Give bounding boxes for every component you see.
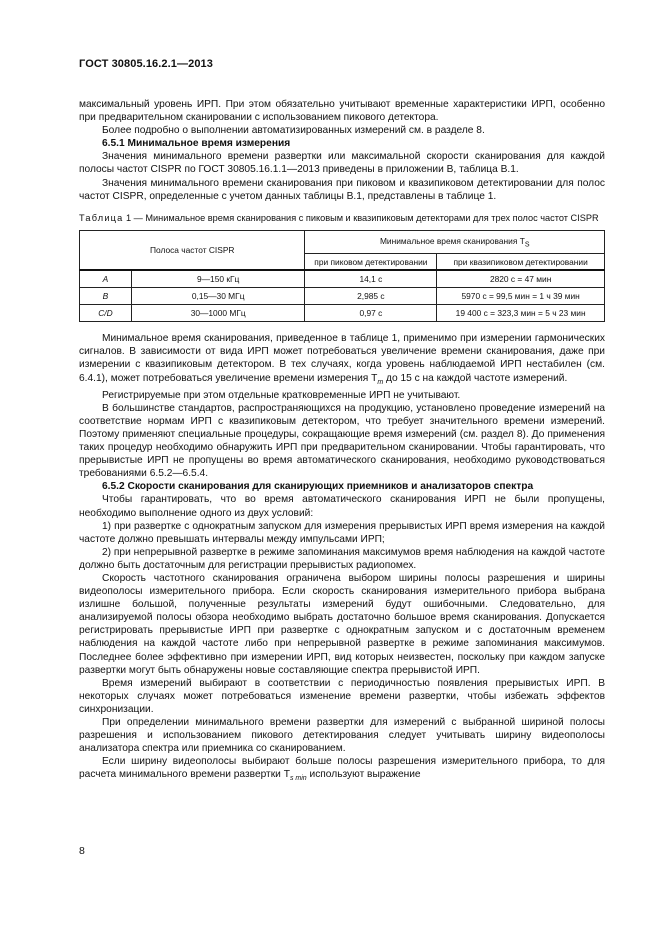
paragraph-text: Минимальное время сканирования, приведенное в таблице 1, применимо при измерении гармонических сигналов. В зависимости от вида ИРП может потребоваться увеличение времени сканирования, даже при измерении с квазипиковым детектором. В тех случаях, когда уровень наблюдаемой ИРП нестабилен (см. 6.4.1), может потребоваться увеличение времени измерения T: [79, 333, 605, 384]
table-cell-band: B: [80, 288, 132, 305]
page-number: 8: [79, 845, 85, 857]
paragraph: максимальный уровень ИРП. При этом обязательно учитывают временные характеристики ИРП, особенно при предварительном сканировании с использованием пикового детектора.: [79, 99, 605, 124]
subscript: m: [377, 378, 384, 386]
paragraph: Чтобы гарантировать, что во время автоматического сканирования ИРП не были пропущены, необходимо выполнение одного из двух условий:: [79, 494, 605, 519]
document-page: [79, 58, 605, 786]
table-header-band: Полоса частот CISPR: [80, 231, 305, 271]
paragraph-text: до 15 с на каждой частоте измерений.: [383, 372, 568, 384]
paragraph: [79, 755, 605, 785]
paragraph: При определении минимального времени развертки для измерений с выбранной шириной полосы разрешения и использованием пикового детектирования следует учитывать ширину видеополосы анализатора спектра или приемника со сканированием.: [79, 717, 605, 755]
table-cell-range: 0,15—30 МГц: [131, 288, 305, 305]
subscript: s min: [289, 775, 307, 783]
table-caption: [79, 213, 605, 225]
table-cell-qp: 2820 с = 47 мин: [437, 270, 605, 288]
table-cell-range: 9—150 кГц: [131, 270, 305, 288]
paragraph: Скорость частотного сканирования ограничена выбором ширины полосы разрешения и ширины видеополосы измерительного прибора. Если скорость сканирования измерительного прибора выбрана излишне большой, полученные результаты измерений будут ошибочными. Следовательно, для анализируемой полосы обзора необходимо выбрать достаточно большое время сканирования. Допускается регистрировать прерывистые ИРП при развертке с однократным запуском и с достаточным временем наблюдения на каждой частоте либо при непрерывной развертке в режиме запоминания максимумов. Последнее более эффективно при измерении ИРП, вид которых неизвестен, поскольку при каждом запуске развертки могут быть обнаружены новые составляющие спектра прерывистой ИРП.: [79, 572, 605, 676]
list-item: 1) при развертке с однократным запуском для измерения прерывистых ИРП время измерения на каждой частоте должно превышать интервалы между импульсами ИРП;: [79, 520, 605, 545]
scan-time-table: [79, 230, 605, 322]
section-heading-6-5-1: 6.5.1 Минимальное время измерения: [102, 138, 291, 150]
paragraph: Регистрируемые при этом отдельные кратковременные ИРП не учитывают.: [102, 389, 461, 401]
table-cell-peak: 2,985 с: [305, 288, 437, 305]
table-cell-band: A: [80, 270, 132, 288]
table-row: [80, 270, 605, 288]
section-heading-6-5-2: 6.5.2 Скорости сканирования для сканирующих приемников и анализаторов спектра: [102, 481, 534, 493]
table-header-min-time: [305, 231, 605, 254]
table-header-peak: при пиковом детектировании: [305, 254, 437, 271]
table-row: [80, 288, 605, 305]
table-caption-label: Таблица: [79, 212, 124, 223]
list-item: 2) при непрерывной развертке в режиме запоминания максимумов время наблюдения на каждой частоте должно быть достаточным для регистрации прерывистых радиопомех.: [79, 546, 605, 571]
table-cell-range: 30—1000 МГц: [131, 305, 305, 322]
paragraph-text: используют выражение: [306, 769, 421, 781]
table-cell-qp: 19 400 с = 323,3 мин = 5 ч 23 мин: [437, 305, 605, 322]
table-cell-band: C/D: [80, 305, 132, 322]
table-header-min-time-sub: S: [524, 241, 530, 249]
paragraph-text: Если ширину видеополосы выбирают больше полосы разрешения измерительного прибора, то для расчета минимального времени развертки T: [79, 756, 605, 781]
table-header-qp: при квазипиковом детектировании: [437, 254, 605, 271]
paragraph: Значения минимального времени сканирования при пиковом и квазипиковом детектировании для полос частот CISPR, определенные с учетом данных таблицы В.1, представлены в таблице 1.: [79, 177, 605, 202]
table-row: [80, 305, 605, 322]
paragraph: Значения минимального времени развертки или максимальной скорости сканирования для каждой полосы частот CISPR по ГОСТ 30805.16.1.1—2013 приведены в приложении В, таблица В.1.: [79, 151, 605, 176]
paragraph: Более подробно о выполнении автоматизированных измерений см. в разделе 8.: [102, 125, 485, 137]
paragraph: В большинстве стандартов, распространяющихся на продукцию, установлено проведение измерений на соответствие нормам ИРП с квазипиковым детектором, что требует значительного времени измерений. Поэтому применяют специальные процедуры, сокращающие время измерений (см. раздел 8). До применения таких процедур необходимо обнаружить ИРП при предварительном сканировании. Чтобы гарантировать, что прерывистые ИРП не пропущены во время автоматического сканирования, необходимо руководствоваться требованиями 6.5.2—6.5.4.: [79, 402, 605, 480]
paragraph: Время измерений выбирают в соответствии с периодичностью появления прерывистых ИРП. В некоторых случаях может потребоваться изменение времени развертки, чтобы избежать эффектов синхронизации.: [79, 677, 605, 715]
table-cell-peak: 0,97 с: [305, 305, 437, 322]
table-header-min-time-label: Минимальное время сканирования T: [379, 235, 525, 246]
table-cell-peak: 14,1 с: [305, 270, 437, 288]
table-cell-qp: 5970 с = 99,5 мин = 1 ч 39 мин: [437, 288, 605, 305]
document-header: ГОСТ 30805.16.2.1—2013: [79, 58, 213, 70]
paragraph: [79, 332, 605, 388]
table-caption-text: 1 — Минимальное время сканирования с пиковым и квазипиковым детекторами для трех полос частот CISPR: [123, 212, 599, 223]
